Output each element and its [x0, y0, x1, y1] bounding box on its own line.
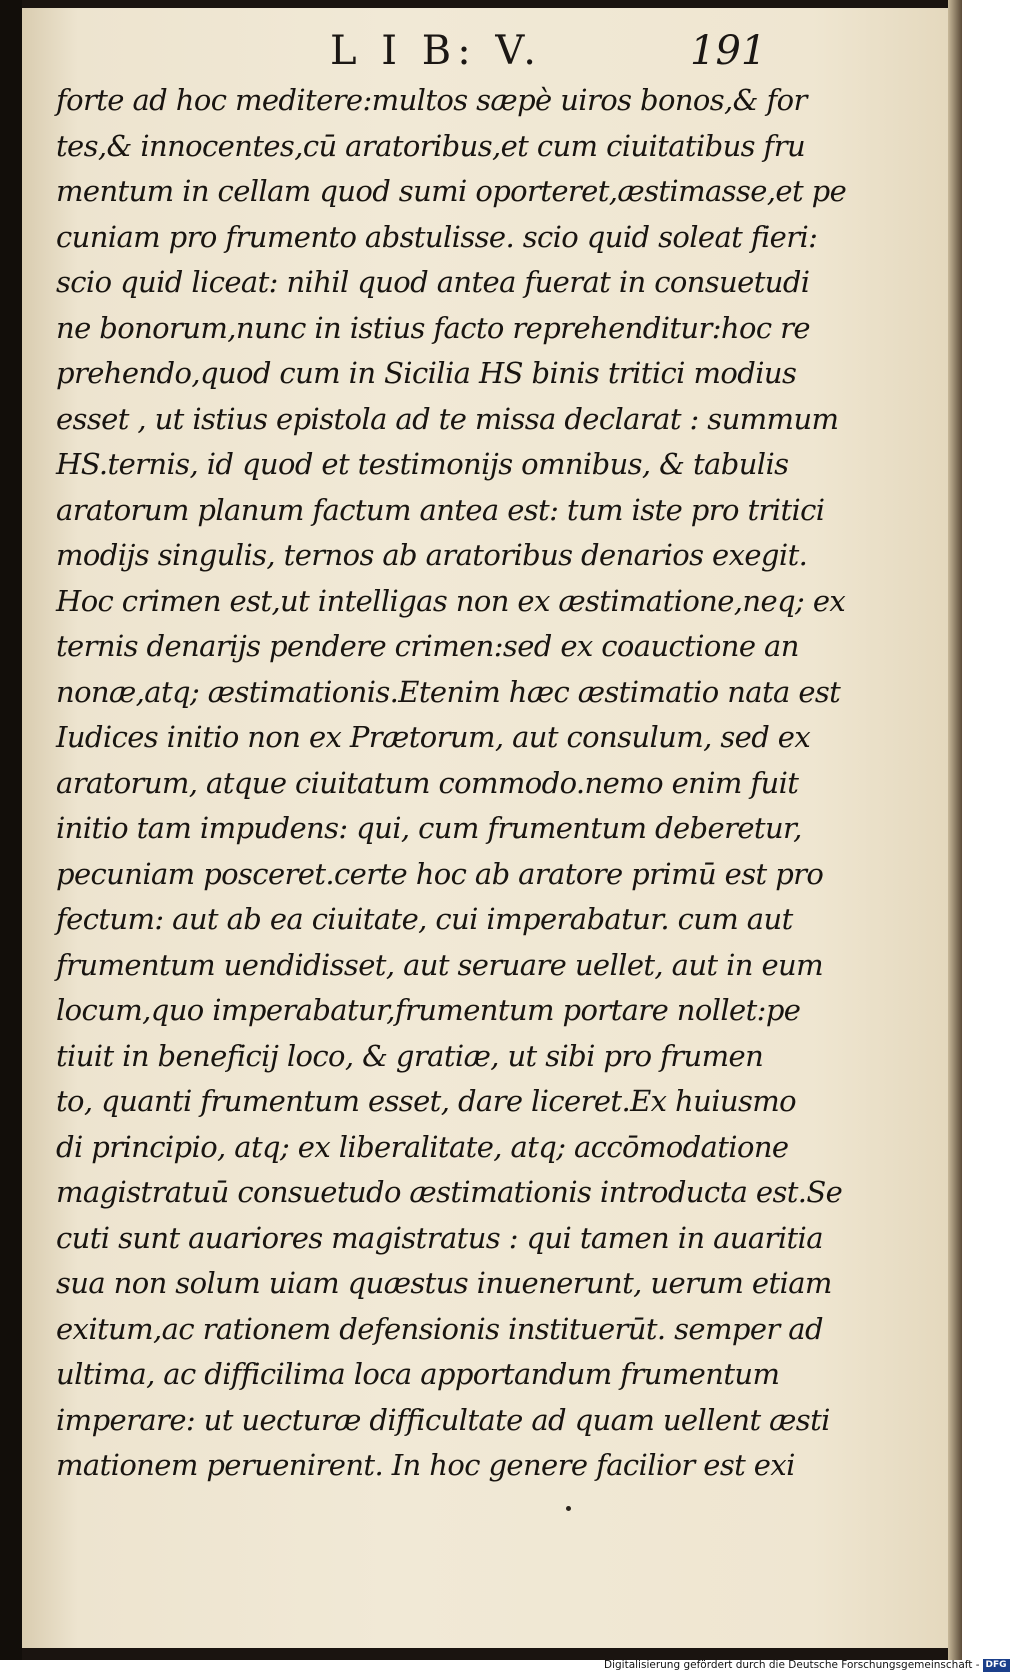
text-line: ternis denarijs pendere crimen:sed ex coauctione an [56, 629, 799, 663]
body-text [56, 78, 936, 1489]
text-line: to, quanti frumentum esset, dare liceret.Ex huiusmo [56, 1084, 796, 1118]
text-line: fectum: aut ab ea ciuitate, cui imperabatur. cum aut [56, 902, 793, 936]
text-line: ultima, ac difficilima loca apportandum frumentum [56, 1357, 780, 1391]
text-line: frumentum uendidisset, aut seruare uellet, aut in eum [56, 947, 824, 982]
text-line: mentum in cellam quod sumi oporteret,æstimasse,et pe [56, 174, 847, 208]
text-line: HS.ternis, id quod et testimonijs omnibus, & tabulis [56, 447, 789, 481]
text-line: Iudices initio non ex Prætorum, aut consulum, sed ex [56, 720, 811, 754]
dfg-logo: DFG [983, 1659, 1010, 1672]
text-line: magistratuū consuetudo æstimationis introducta est.Se [56, 1175, 843, 1209]
text-line: imperare: ut uecturæ difficultate ad quam uellent æsti [56, 1402, 830, 1437]
digitization-credit [604, 1656, 1010, 1674]
text-line: forte ad hoc meditere:multos sæpè uiros bonos,& for [56, 83, 807, 117]
text-line: aratorum planum factum antea est: tum iste pro tritici [56, 492, 825, 527]
text-line: tes,& innocentes,cū aratoribus,et cum ciuitatibus fru [56, 128, 806, 163]
ink-mark [566, 1506, 571, 1511]
text-line: scio quid liceat: nihil quod antea fuerat in consuetudi [56, 265, 810, 299]
text-line: aratorum, atque ciuitatum commodo.nemo enim fuit [56, 765, 799, 800]
text-line: mationem peruenirent. In hoc genere facilior est exi [56, 1448, 795, 1482]
text-line: di principio, atq; ex liberalitate, atq; accōmodatione [56, 1129, 789, 1164]
text-line: ne bonorum,nunc in istius facto reprehenditur:hoc re [56, 310, 810, 345]
text-line: initio tam impudens: qui, cum frumentum deberetur, [56, 811, 802, 845]
text-line: esset , ut istius epistola ad te missa declarat : summum [56, 401, 839, 436]
text-line: tiuit in beneficij loco, & gratiæ, ut sibi pro frumen [56, 1038, 764, 1073]
gutter-shadow [0, 0, 22, 1660]
text-line: exitum,ac rationem defensionis instituerūt. semper ad [56, 1311, 823, 1346]
text-line: modijs singulis, ternos ab aratoribus denarios exegit. [56, 538, 808, 572]
text-line: nonæ,atq; æstimationis.Etenim hæc æstimatio nata est [56, 674, 841, 709]
text-line: cuti sunt auariores magistratus : qui tamen in auaritia [56, 1220, 823, 1255]
text-line: Hoc crimen est,ut intelligas non ex æstimatione,neq; ex [56, 583, 846, 618]
page-number: 191 [690, 28, 767, 74]
text-line: sua non solum uiam quæstus inuenerunt, uerum etiam [56, 1266, 832, 1300]
credit-text: Digitalisierung gefördert durch die Deutsche Forschungsgemeinschaft - [604, 1659, 980, 1671]
text-line: pecuniam posceret.certe hoc ab aratore primū est pro [56, 856, 824, 891]
page-edge [948, 0, 962, 1660]
text-line: prehendo,quod cum in Sicilia HS binis tritici modius [56, 356, 797, 390]
running-head [330, 28, 767, 78]
text-line: locum,quo imperabatur,frumentum portare nollet:pe [56, 993, 801, 1027]
text-line: cuniam pro frumento abstulisse. scio quid soleat fieri: [56, 219, 818, 254]
running-head-title: L I B: V. [330, 28, 542, 74]
